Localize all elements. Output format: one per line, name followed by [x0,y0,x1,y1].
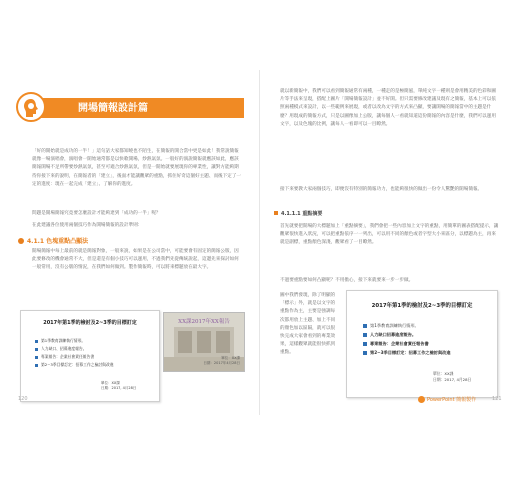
slide-title: 2017年第1季的檢討及2~3季的目標訂定 [371,303,473,309]
book-spine [259,70,260,415]
slide-example-left [20,310,160,402]
slide-bullet: 人力缺口、招募進度報告。 [35,345,114,353]
slide-bullet: 第1季教育訓練執行情形。 [363,321,451,330]
slide-bullet: 專案報告：企業社會責任報告書 [363,339,451,348]
running-footer: PowerPoint 簡報製作 [418,396,476,403]
paragraph-tips: 接下來要教大家兩個技巧，即便沒有特別的簡報功力，也能夠很快的做出一份令人驚艷的開場簡報。 [280,187,483,192]
subsection-heading-text: 4.1.1.1 重點摘要 [281,211,323,217]
photo-slide-footer: 單位：XX課 日期：2017年4月28日 [203,356,240,365]
section-heading-text: 4.1.1 色塊重點凸顯法 [27,238,89,245]
slide-bullet-list [35,337,114,369]
right-page [270,78,506,408]
paragraph-figure-desc: 圖中我們發現，除了明顯的「標示」外，就是以文字的重點作為主，主要是強調每次都用放上主題、加上不同的顏色加以區隔，就可以很快完成大家會看到的專業效果，這樣觀眾就能很快抓到重點。 [280,293,336,356]
slide-bullet: 第2~3季目標訂定：招募工作之檢討與改進 [35,361,114,369]
photo-slide-title: XX課2017年XX報告 [178,319,230,325]
paragraph-intro: 「好的開始就是成功的一半！」這句話大家都知曉也不陌生，在簡報的開合當中更是如此！我常說簡報就像一場演唱會，演唱會一開始通常都是以快歌開場，炒熱氣氛。一般好的演說簡報就應該如此，應該簡報開場不足所帶要炒熱氣氛，甚至可適合炒熱氣氛，但是一開始就要展現你的專業性，讓對方能夠期待你接下來的說明，在簡報者的「建立」，後面才能讓觀眾的重點，抓住好奇這個好主題、而後下定了一定的進度：現在一起完成「建立」、了解你的進度。 [32,149,242,187]
slide-footer: 單位：XX課 日期：2017, 4月28日 [101,381,137,390]
section-heading [18,236,88,245]
paragraph-question: 問題是開場簡報究竟要怎麼設計才能夠達到「成功的一半」呢？ [32,211,161,216]
paragraph-summary: 首先就要把開場的大標題加上「重點摘要」，我們會把一些內容加上文字的重點，用簡單的圖表搭配提示，讓觀眾很快進入狀況，可以把重點依序一一列出，可以用不同的顏色或者字型大小來區分，以標題為主，再來就是副標，重點顏色深淺，觀眾看了一目瞭然。 [280,224,499,246]
section-bullet-icon [18,238,24,244]
paragraph-suggestion: 在此建議各位使用兩個技巧作為開場簡報的設計準則： [32,223,143,228]
chapter-title-bar [38,98,244,118]
slide-title: 2017年第1季的檢討及2~3季的目標訂定 [43,320,137,326]
chapter-title: 開場簡報設計篇 [78,103,148,114]
slide-example-photo [163,312,245,372]
footer-logo-icon [418,396,425,403]
slide-bullet: 第1季教育訓練執行情形。 [35,337,114,345]
slide-bullet: 人力缺口招募進度報告。 [363,330,451,339]
subsection-bullet-icon [274,211,278,215]
left-page [12,78,248,408]
slide-bullet: 專案報告：企業社會責任報告書 [35,353,114,361]
chapter-header [16,92,244,122]
slide-example-right [346,290,498,398]
slide-bullet-list [363,321,451,357]
paragraph-intro: 就以新簡報中，我們可以看到簡報通常有兩種，一種走的是極簡風，單純文字一種則是會用精美的色彩和圖片等手法來呈現，搭配上圖片「開場簡報設計」並不好開。但只需要修改建議及現有之簡報，基本上可以依照兩種模式來設計，以一些範例來展現，或者以改為文字的方式來凸顯，要讓開場的簡報當中的主題是什麼？用現成的簡報方式，只是以圖像加上公版，讓每個人一看就知道這份簡報的內容是什麼，我們可以運用文字，以及色塊的比例，讓每人一看即可以一目瞭然。 [280,89,496,127]
subsection-heading [274,210,322,217]
lightbulb-head-icon [16,92,46,122]
paragraph-note: 不過要重點要如何凸顯呢？不用擔心，接下來就要來一步一步做。 [280,278,414,283]
paragraph-body: 開場簡報中每上最前的就是簡報對象，一般來說，如果是在公司當中，可能要會有固定的簡報公版，因此要修改的機會通常不大，但是還是有個小技巧可以運用，不過我們先從傳統說起，這邊先來探討如何一般常用，沒有公版的情況，在我們如何做到。製作簡報時，可以將來標題放在最大字。 [32,249,239,271]
page-number-left: 120 [18,396,28,402]
slide-bullet: 第2~3季目標訂定：招募工作之檢討與改進 [363,348,451,357]
slide-footer: 單位：XX課 日期：2017, 4月28日 [433,371,472,382]
page-number-right: 121 [492,396,502,402]
